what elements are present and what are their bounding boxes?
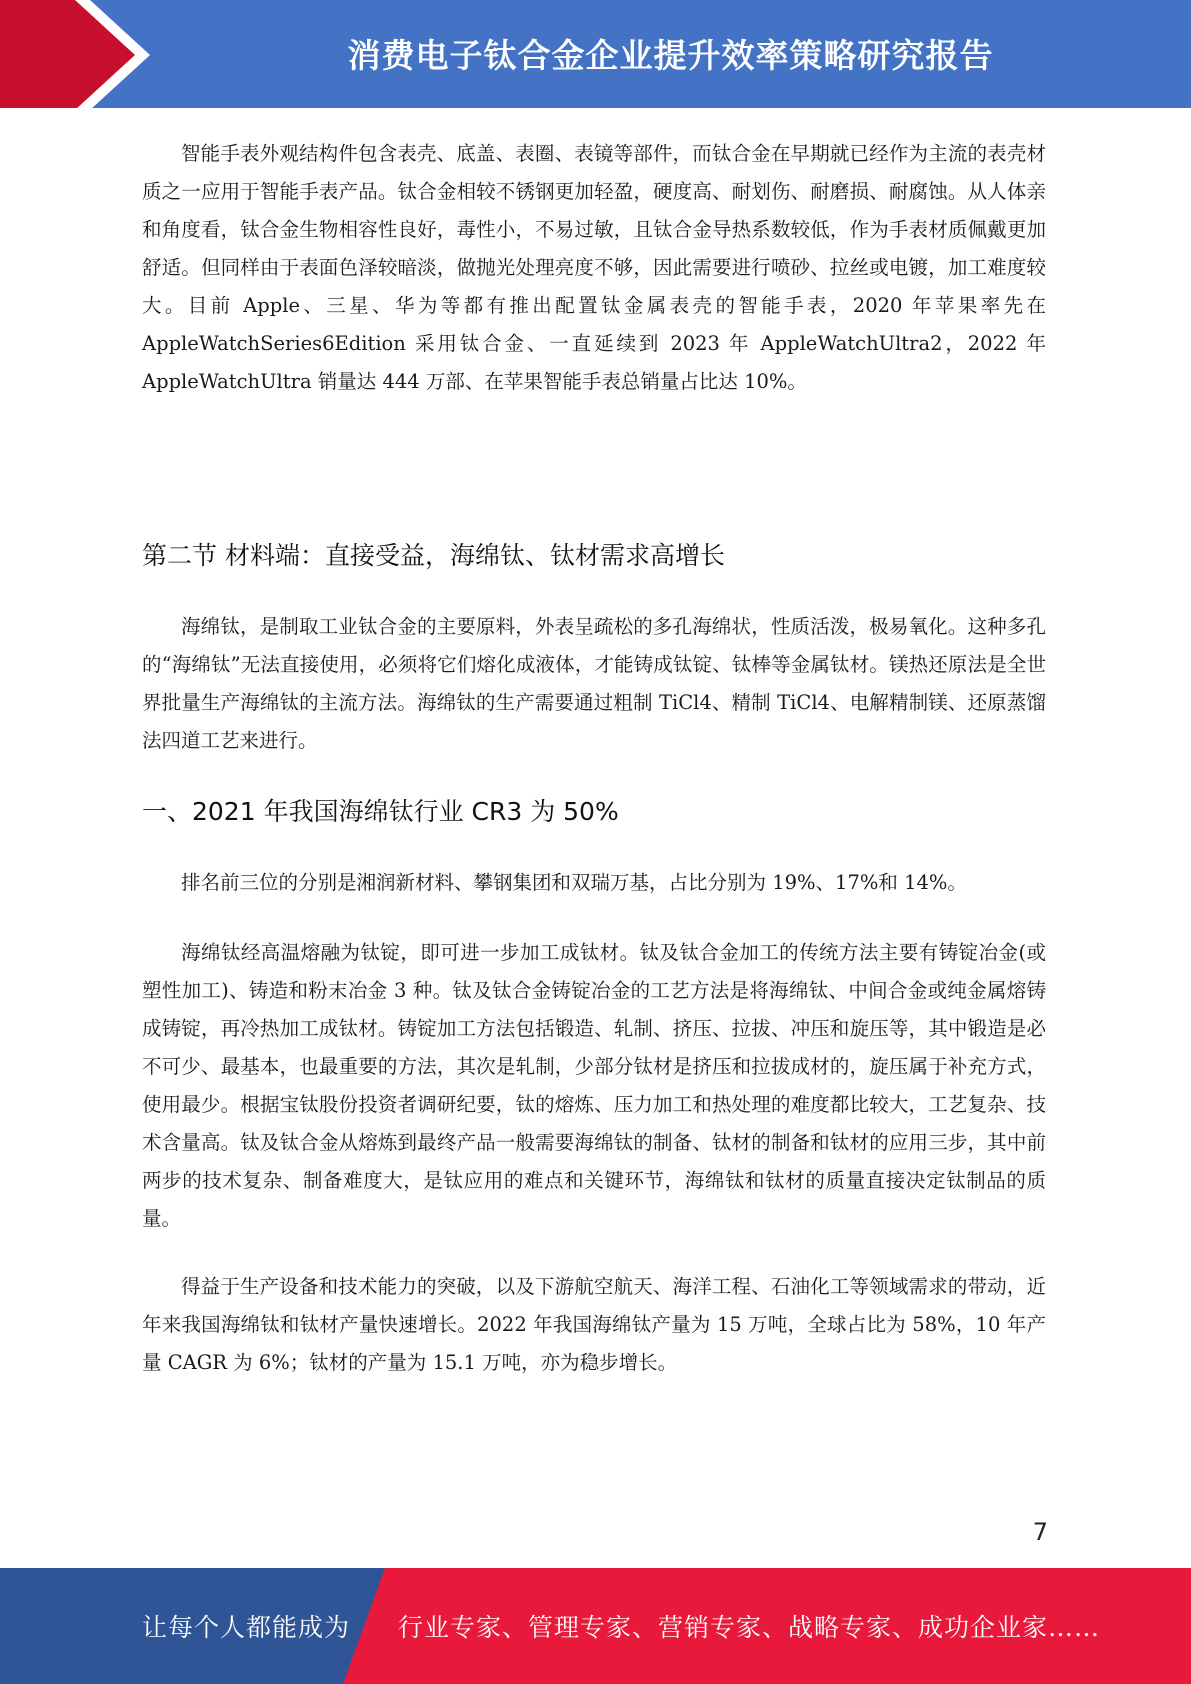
section-heading-block [142, 536, 1046, 572]
subheading-block [142, 792, 1046, 828]
report-title: 消费电子钛合金企业提升效率策略研究报告 [347, 35, 994, 75]
footer-slogan-left: 让每个人都能成为 [142, 1613, 351, 1642]
paragraph-processing [142, 934, 1046, 1238]
page-header [0, 0, 1191, 110]
paragraph-text: 海绵钛经高温熔融为钛锭，即可进一步加工成钛材。钛及钛合金加工的传统方法主要有铸锭冶金(或塑性加工)、铸造和粉末冶金 3 种。钛及钛合金铸锭冶金的工艺方法是将海绵钛、中间合金或纯金属熔铸成铸锭，再冷热加工成钛材。铸锭加工方法包括锻造、轧制、挤压、拉拔、冲压和旋压等，其中锻造是必不可少、最基本，也最重要的方法，其次是轧制，少部分钛材是挤压和拉拔成材的，旋压属于补充方式，使用最少。根据宝钛股份投资者调研纪要，钛的熔炼、压力加工和热处理的难度都比较大，工艺复杂、技术含量高。钛及钛合金从熔炼到最终产品一般需要海绵钛的制备、钛材的制备和钛材的应用三步，其中前两步的技术复杂、制备难度大，是钛应用的难点和关键环节，海绵钛和钛材的质量直接决定钛制品的质量。 [142, 941, 1046, 1230]
header-divider [0, 108, 1191, 111]
header-chevron-icon [0, 0, 150, 110]
paragraph-production [142, 1268, 1046, 1382]
paragraph-ranking [142, 864, 1046, 902]
paragraph-text: 得益于生产设备和技术能力的突破，以及下游航空航天、海洋工程、石油化工等领域需求的带动，近年来我国海绵钛和钛材产量快速增长。2022 年我国海绵钛产量为 15 万吨，全球占比为 58%，10 年产量 CAGR 为 6%；钛材的产量为 15.1 万吨，亦为稳步增长。 [142, 1275, 1046, 1374]
paragraph-sponge-titanium [142, 608, 1046, 760]
paragraph-text: 智能手表外观结构件包含表壳、底盖、表圈、表镜等部件，而钛合金在早期就已经作为主流的表壳材质之一应用于智能手表产品。钛合金相较不锈钢更加轻盈，硬度高、耐划伤、耐磨损、耐腐蚀。从人体亲和角度看，钛合金生物相容性良好，毒性小，不易过敏，且钛合金导热系数较低，作为手表材质佩戴更加舒适。但同样由于表面色泽较暗淡，做抛光处理亮度不够，因此需要进行喷砂、拉丝或电镀，加工难度较大。目前 Apple、三星、华为等都有推出配置钛金属表壳的智能手表，2020 年苹果率先在 AppleWatchSeries6Edition 采用钛合金、一直延续到 2023 年 AppleWatchUltra2，2022 年 AppleWatchUltra 销量达 444 万部、在苹果智能手表总销量占比达 10%。 [142, 142, 1046, 393]
paragraph-smartwatch [142, 135, 1046, 401]
paragraph-text: 排名前三位的分别是湘润新材料、攀钢集团和双瑞万基，占比分别为 19%、17%和 14%。 [181, 871, 967, 894]
subheading: 一、2021 年我国海绵钛行业 CR3 为 50% [142, 797, 619, 826]
page-footer [0, 1568, 1191, 1684]
section-heading: 第二节 材料端：直接受益，海绵钛、钛材需求高增长 [142, 541, 725, 570]
page-number: 7 [1032, 1518, 1048, 1546]
paragraph-text: 海绵钛，是制取工业钛合金的主要原料，外表呈疏松的多孔海绵状，性质活泼，极易氧化。这种多孔的“海绵钛”无法直接使用，必须将它们熔化成液体，才能铸成钛锭、钛棒等金属钛材。镁热还原法是全世界批量生产海绵钛的主流方法。海绵钛的生产需要通过粗制 TiCl4、精制 TiCl4、电解精制镁、还原蒸馏法四道工艺来进行。 [142, 615, 1046, 752]
footer-slogan-right: 行业专家、管理专家、营销专家、战略专家、成功企业家…… [398, 1613, 1101, 1642]
